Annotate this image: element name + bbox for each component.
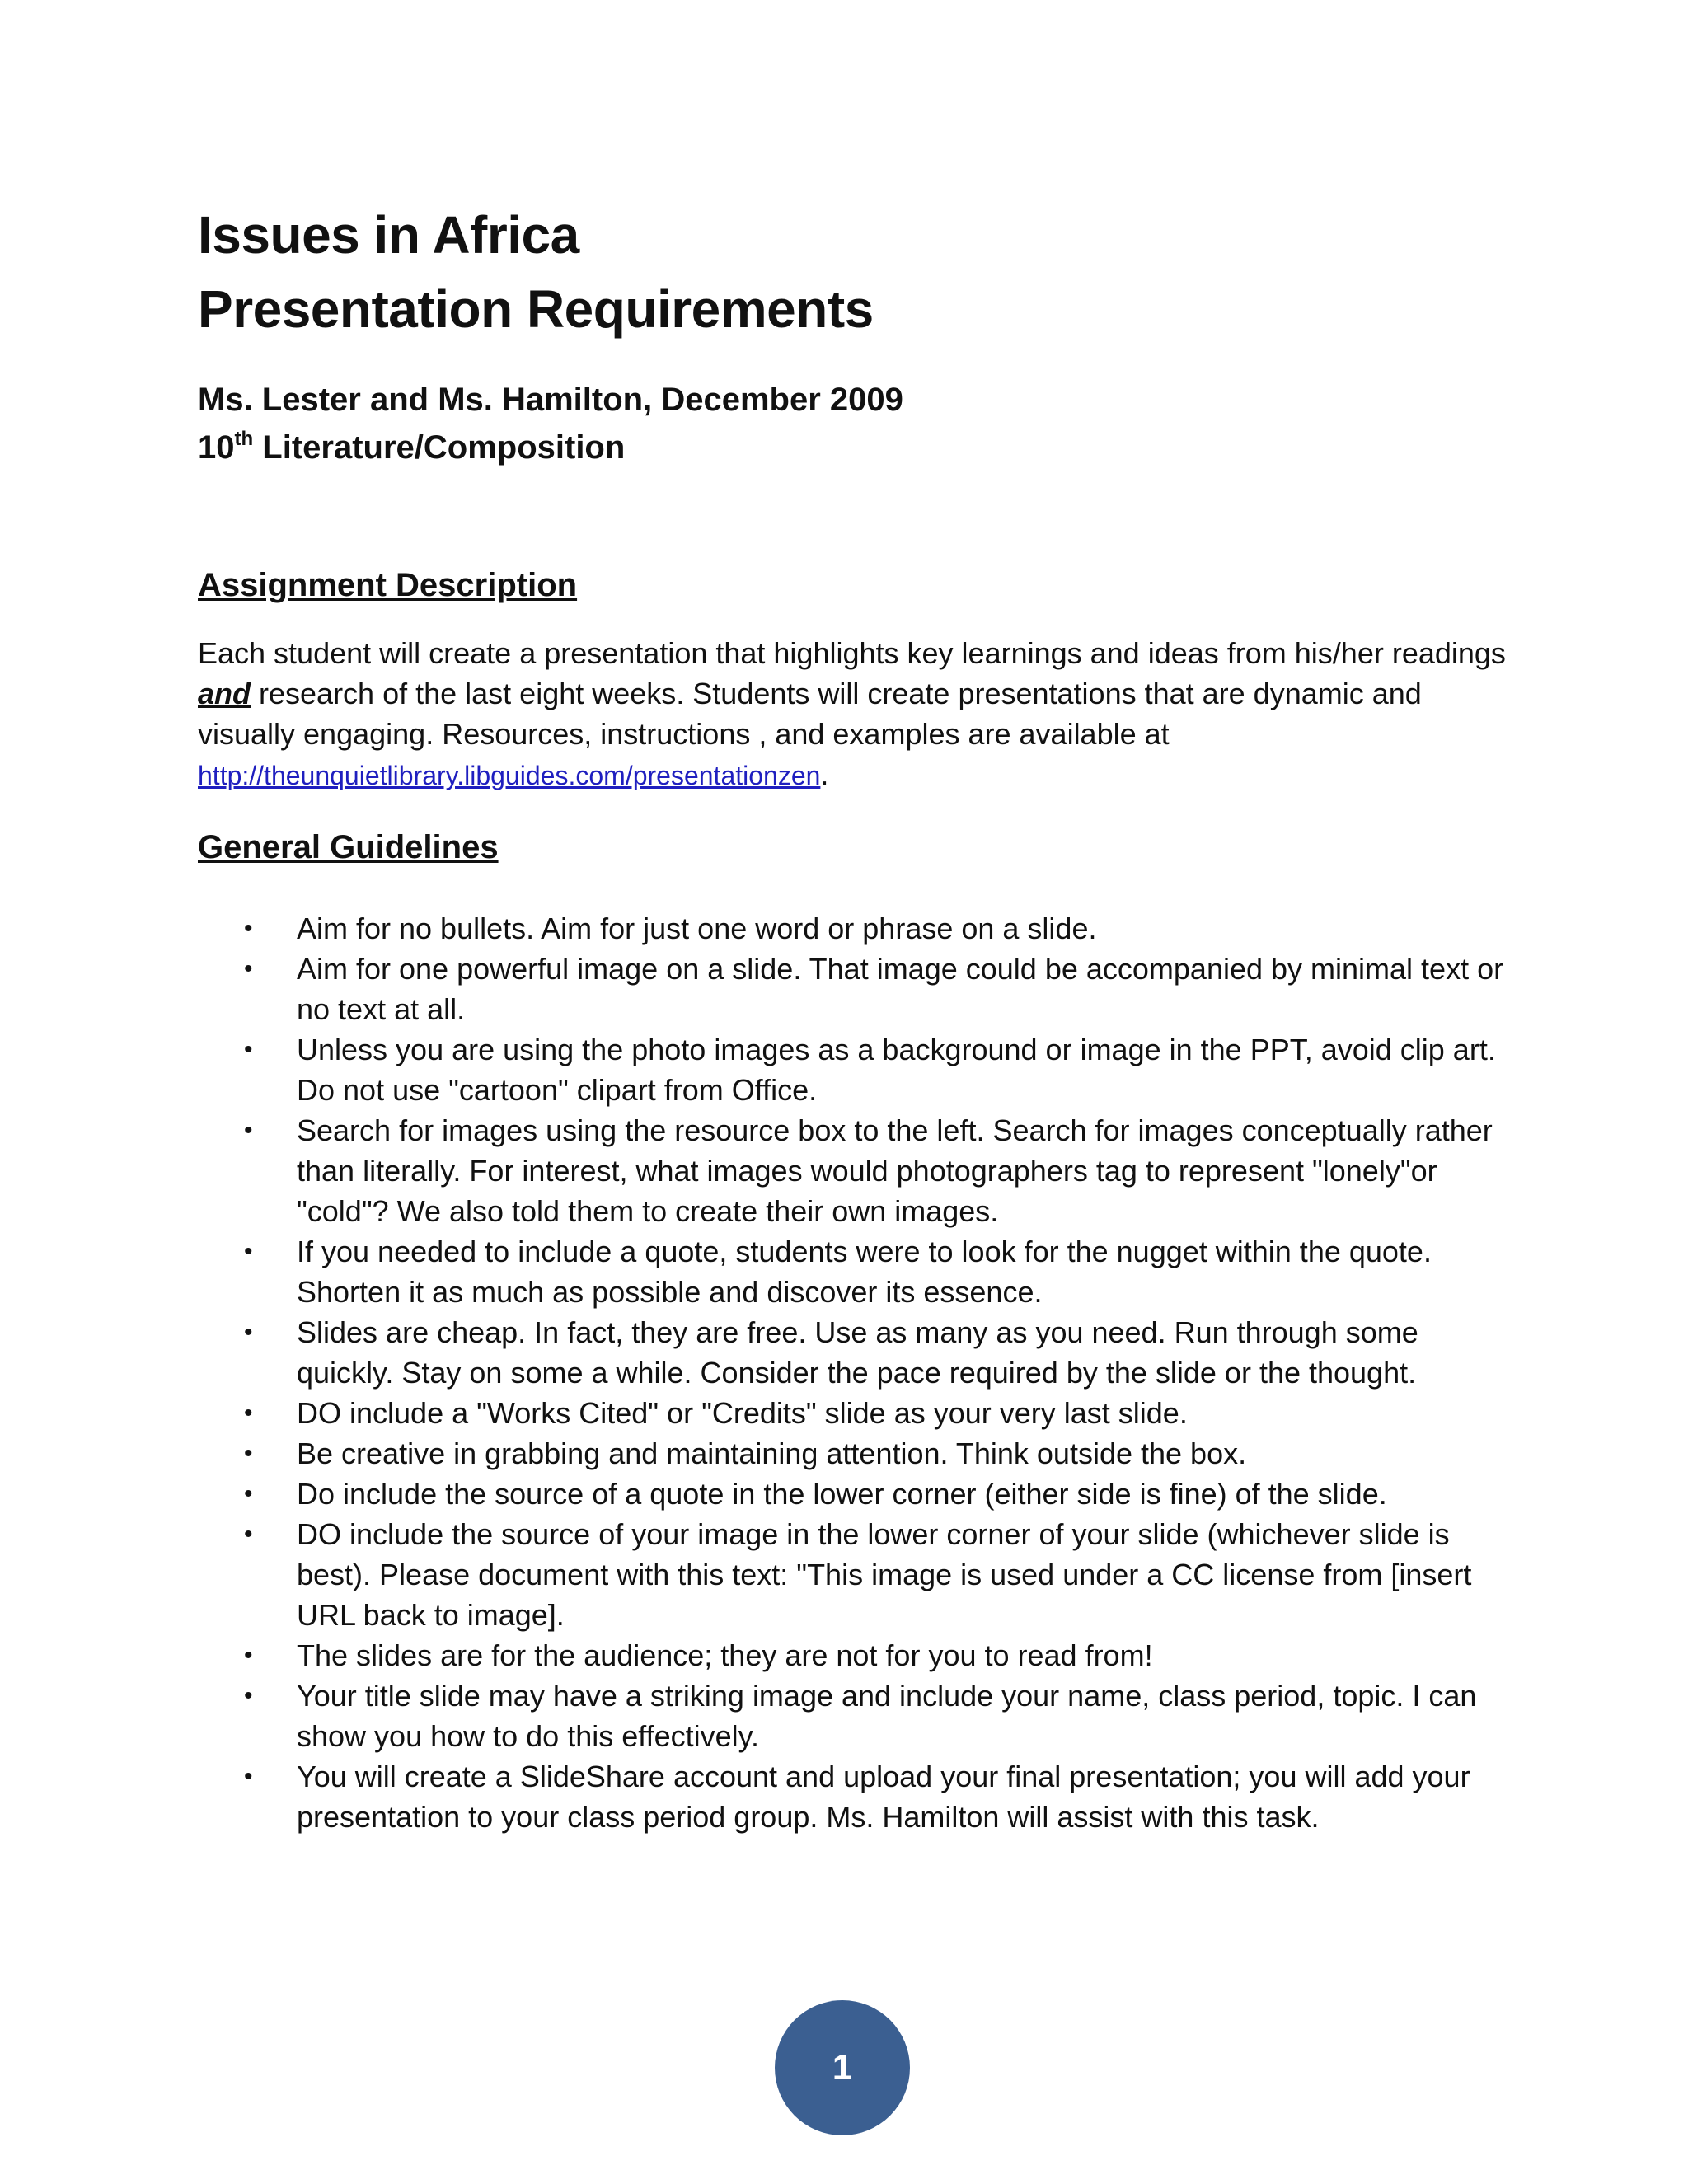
bullet-icon: • xyxy=(244,1238,253,1265)
guideline-item xyxy=(198,1514,1508,1635)
authors-line: Ms. Lester and Ms. Hamilton, December 2009 xyxy=(198,382,903,418)
grade-suffix: th xyxy=(234,428,254,450)
guideline-item xyxy=(198,1110,1508,1231)
guideline-item xyxy=(198,1675,1508,1756)
guideline-item xyxy=(198,1231,1508,1312)
guideline-text: If you needed to include a quote, students were to look for the nugget within the quote. Shorten it as much as possible and discover its essence. xyxy=(297,1235,1432,1309)
title-line-1: Issues in Africa xyxy=(198,205,579,265)
guideline-text: You will create a SlideShare account and upload your final presentation; you will add your presentation to your class period group. Ms. Hamilton will assist with this task. xyxy=(297,1760,1470,1834)
assignment-emphasis: and xyxy=(198,677,251,710)
assignment-heading: Assignment Description xyxy=(198,567,578,603)
guideline-item xyxy=(198,1635,1508,1675)
guideline-text: Unless you are using the photo images as a background or image in the PPT, avoid clip art. Do not use "cartoon" clipart from Office. xyxy=(297,1033,1496,1107)
guideline-text: Be creative in grabbing and maintaining attention. Think outside the box. xyxy=(297,1436,1247,1470)
guideline-item xyxy=(198,1756,1508,1837)
bullet-icon: • xyxy=(244,1521,253,1548)
page-number-badge: 1 xyxy=(775,2000,910,2135)
guideline-text: The slides are for the audience; they are not for you to read from! xyxy=(297,1638,1153,1672)
assignment-text-end: . xyxy=(820,757,829,791)
bullet-icon: • xyxy=(244,1642,253,1669)
bullet-icon: • xyxy=(244,915,253,942)
resource-link[interactable]: http://theunquietlibrary.libguides.com/presentationzen xyxy=(198,761,821,790)
guideline-item xyxy=(198,908,1508,949)
bullet-icon: • xyxy=(244,1319,253,1346)
guideline-text: Slides are cheap. In fact, they are free. Use as many as you need. Run through some quickly. Stay on some a while. Consider the pace required by the slide or the thought. xyxy=(297,1315,1418,1390)
document-subtitle xyxy=(198,376,1508,471)
assignment-description xyxy=(198,633,1508,796)
assignment-text-1: Each student will create a presentation that highlights key learnings and ideas from his/her readings xyxy=(198,636,1506,670)
guideline-text: DO include a "Works Cited" or "Credits" slide as your very last slide. xyxy=(297,1396,1188,1430)
guideline-item xyxy=(198,1029,1508,1110)
title-line-2: Presentation Requirements xyxy=(198,279,874,339)
document-page xyxy=(198,198,1508,1837)
bullet-icon: • xyxy=(244,955,253,982)
document-title xyxy=(198,198,1508,346)
grade-number: 10 xyxy=(198,429,235,466)
bullet-icon: • xyxy=(244,1480,253,1507)
guideline-text: Search for images using the resource box to the left. Search for images conceptually rather than literally. For interest, what images would photographers tag to represent "lonely"or "cold"? We also told them to create their own images. xyxy=(297,1113,1493,1228)
guideline-item xyxy=(198,1474,1508,1514)
guideline-text: Do include the source of a quote in the lower corner (either side is fine) of the slide. xyxy=(297,1477,1387,1511)
bullet-icon: • xyxy=(244,1036,253,1063)
bullet-icon: • xyxy=(244,1399,253,1427)
guideline-text: DO include the source of your image in the lower corner of your slide (whichever slide is best). Please document with this text: "This image is used under a CC license from [insert URL back to image]. xyxy=(297,1517,1472,1632)
guidelines-list xyxy=(198,908,1508,1837)
guideline-item xyxy=(198,1393,1508,1433)
guideline-text: Aim for one powerful image on a slide. That image could be accompanied by minimal text or no text at all. xyxy=(297,952,1504,1026)
guideline-text: Your title slide may have a striking image and include your name, class period, topic. I can show you how to do this effectively. xyxy=(297,1679,1477,1753)
bullet-icon: • xyxy=(244,1117,253,1144)
guideline-item xyxy=(198,949,1508,1029)
guideline-item xyxy=(198,1312,1508,1393)
course-name: Literature/Composition xyxy=(262,429,626,466)
guideline-item xyxy=(198,1433,1508,1474)
guidelines-heading: General Guidelines xyxy=(198,829,499,865)
assignment-text-2: research of the last eight weeks. Students will create presentations that are dynamic and visually engaging. Resources, instructions , and examples are available at xyxy=(198,677,1422,751)
bullet-icon: • xyxy=(244,1682,253,1709)
bullet-icon: • xyxy=(244,1440,253,1467)
course-line xyxy=(198,424,1508,471)
bullet-icon: • xyxy=(244,1763,253,1790)
guideline-text: Aim for no bullets. Aim for just one word or phrase on a slide. xyxy=(297,912,1097,945)
